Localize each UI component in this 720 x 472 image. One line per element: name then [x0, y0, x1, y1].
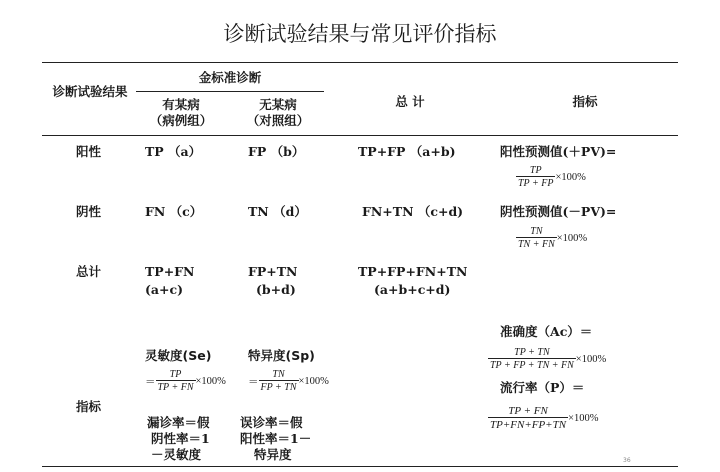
sensitivity-title: 灵敏度(Se) [145, 348, 212, 363]
prevalence-title: 流行率（P）＝ [500, 380, 585, 395]
prevalence-fraction [488, 405, 568, 431]
cell-negative-total: FN+TN （c+d) [362, 204, 464, 219]
accuracy-title: 准确度（Ac）＝ [500, 324, 593, 339]
header-total: 总 计 [395, 94, 425, 109]
sensitivity-denominator: TP + FN [157, 382, 194, 393]
cell-tn: TN （d） [248, 204, 307, 219]
cell-tp: TP （a） [145, 144, 202, 159]
specificity-formula [248, 369, 329, 393]
misdiagnosis-rate-line2: 阳性率＝1－ [240, 431, 312, 446]
specificity-numerator: TN [272, 369, 285, 380]
specificity-equals: ＝ [248, 376, 259, 388]
cell-grand-total-sym: (a+b+c+d) [374, 282, 451, 297]
header-diseased: 有某病 [162, 97, 200, 112]
header-diseased-sub: （病例组） [149, 113, 213, 128]
ppv-denominator: TP + FP [518, 178, 554, 189]
sensitivity-formula [145, 369, 226, 393]
npv-fraction [516, 226, 557, 250]
sensitivity-multiplier: ×100% [195, 375, 226, 387]
specificity-multiplier: ×100% [298, 375, 329, 387]
prevalence-formula [488, 405, 598, 431]
sensitivity-equals: ＝ [145, 376, 156, 388]
sensitivity-numerator: TP [169, 369, 182, 380]
npv-numerator: TN [530, 226, 543, 237]
miss-rate-line2: 阴性率＝1 [151, 431, 210, 446]
row-label-positive: 阳性 [76, 144, 102, 159]
page-title: 诊断试验结果与常见评价指标 [223, 22, 497, 46]
header-healthy: 无某病 [259, 97, 297, 112]
accuracy-fraction [488, 347, 576, 371]
ppv-formula [516, 165, 586, 189]
header-bottom-rule [42, 135, 678, 136]
ppv-fraction [516, 165, 555, 189]
ppv-title: 阳性预测值(＋PV)= [500, 144, 617, 159]
npv-formula [516, 226, 587, 250]
accuracy-formula [488, 347, 606, 371]
accuracy-denominator: TP + FP + TN + FN [490, 360, 574, 371]
miss-rate-line1: 漏诊率＝假 [147, 415, 210, 430]
cell-fp: FP （b） [248, 144, 305, 159]
page-number: 36 [623, 457, 631, 464]
accuracy-numerator: TP + TN [514, 347, 550, 358]
sensitivity-fraction [156, 369, 196, 393]
misdiagnosis-rate-line3: 特异度 [254, 447, 292, 462]
row-label-metrics: 指标 [76, 399, 102, 414]
cell-fn: FN （c） [145, 204, 203, 219]
specificity-fraction [259, 369, 299, 393]
miss-rate-line3: －灵敏度 [151, 447, 202, 462]
cell-total-healthy: FP+TN [248, 264, 298, 279]
header-metric: 指标 [572, 94, 598, 109]
prevalence-numerator: TP + FN [508, 405, 548, 417]
ppv-multiplier: ×100% [555, 171, 586, 183]
header-test-result: 诊断试验结果 [52, 84, 128, 99]
cell-total-diseased: TP+FN [145, 264, 195, 279]
cell-positive-total: TP+FP （a+b) [358, 144, 456, 159]
npv-multiplier: ×100% [556, 232, 588, 244]
npv-title: 阴性预测值(－PV)= [500, 204, 617, 219]
ppv-numerator: TP [529, 165, 542, 176]
cell-total-diseased-sym: (a+c) [145, 282, 184, 297]
row-label-total: 总计 [76, 264, 102, 279]
header-gold-standard: 金标准诊断 [198, 70, 262, 85]
prevalence-denominator: TP+FN+FP+TN [490, 419, 567, 431]
specificity-title: 特异度(Sp) [248, 348, 315, 363]
table-top-rule [42, 62, 678, 63]
header-healthy-sub: （对照组） [246, 113, 310, 128]
specificity-denominator: FP + TN [260, 382, 297, 393]
row-label-negative: 阴性 [76, 204, 102, 219]
accuracy-multiplier: ×100% [575, 353, 607, 365]
cell-grand-total: TP+FP+FN+TN [358, 264, 468, 279]
misdiagnosis-rate-line1: 误诊率＝假 [240, 415, 303, 430]
table-bottom-rule [42, 466, 678, 467]
cell-total-healthy-sym: (b+d) [256, 282, 296, 297]
prevalence-multiplier: ×100% [568, 412, 599, 424]
gold-standard-rule [136, 91, 324, 92]
npv-denominator: TN + FN [518, 239, 555, 250]
